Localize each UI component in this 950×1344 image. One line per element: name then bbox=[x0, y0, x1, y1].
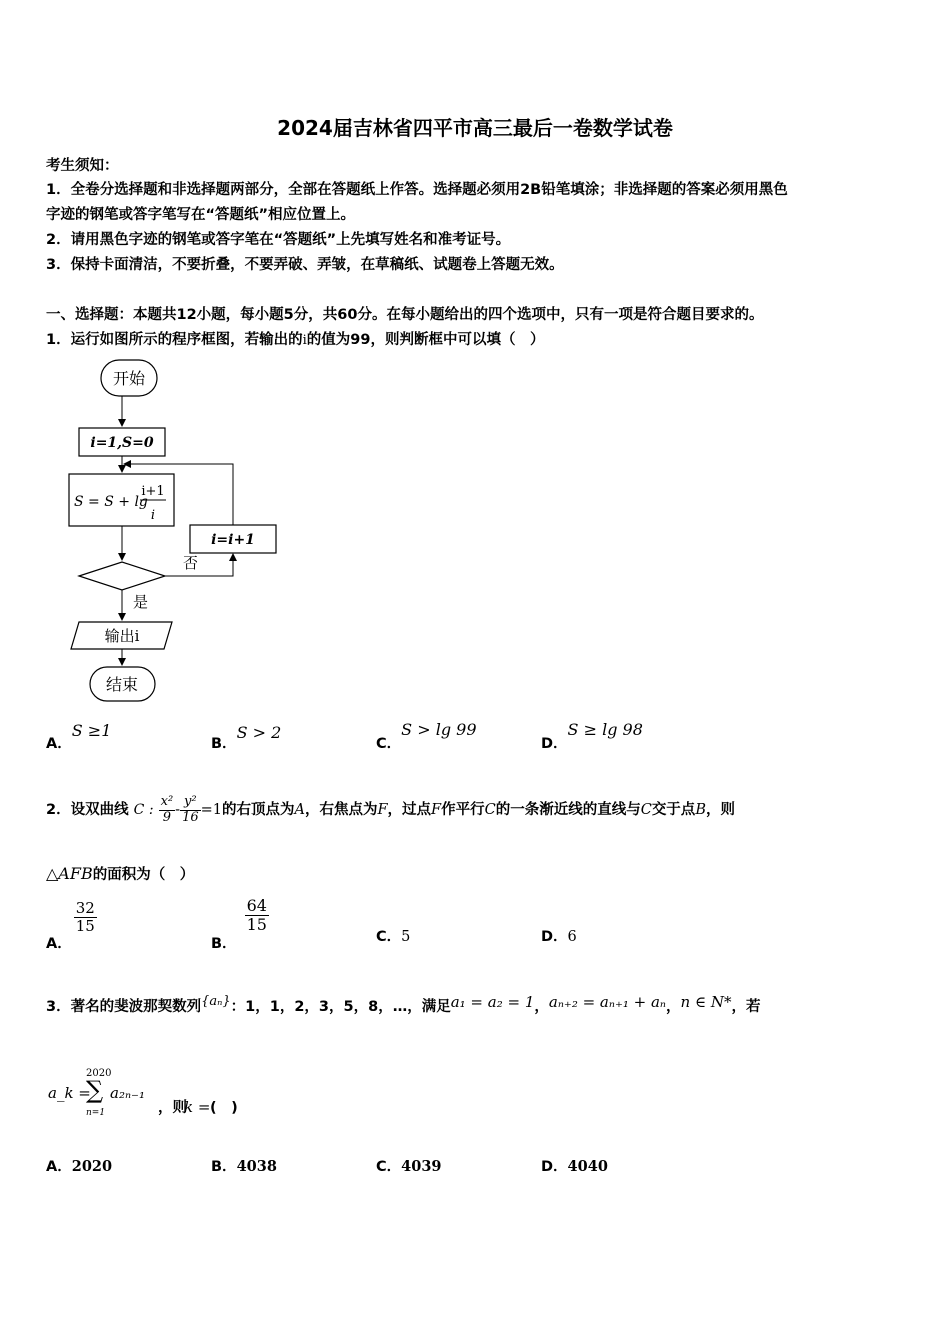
q3-t1: ：1，1，2，3，5，8，…，满足 bbox=[230, 999, 451, 1015]
q1-option-a[interactable] bbox=[46, 721, 112, 753]
q2-option-d-value: 6 bbox=[567, 929, 577, 945]
q1-prefix: 1．运行如图所示的程序框图，若输出的 bbox=[46, 332, 303, 348]
q3-option-c-value: 4039 bbox=[401, 1158, 442, 1175]
q3-option-c-label: C． bbox=[376, 1159, 402, 1175]
q2-t7: ，则 bbox=[705, 802, 735, 818]
q3-comma2: ， bbox=[666, 999, 681, 1015]
q2-x-den: 9 bbox=[162, 809, 172, 825]
q2-t4: 作平行 bbox=[441, 802, 485, 818]
q2-eq: =1 bbox=[200, 802, 222, 818]
q2-t1: 的右顶点为 bbox=[221, 802, 295, 818]
q3-option-b-value: 4038 bbox=[236, 1158, 277, 1175]
question-3-stem bbox=[46, 995, 760, 1016]
q2-option-d-label: D． bbox=[541, 929, 568, 945]
q2-c2: C bbox=[640, 802, 652, 818]
notice-line-1b: 字迹的钢笔或答字笔写在“答题纸”相应位置上。 bbox=[46, 207, 356, 223]
q2-option-b-label: B． bbox=[211, 935, 237, 952]
q3-t3: ，则 bbox=[158, 1100, 187, 1116]
q2-option-a[interactable] bbox=[46, 899, 97, 952]
q1-option-c-label: C． bbox=[376, 736, 402, 752]
q2-y-den: 16 bbox=[182, 809, 199, 825]
q3-k: k = bbox=[184, 1098, 211, 1116]
q3-t4: ( ) bbox=[210, 1100, 238, 1116]
notice-line-3: 3．保持卡面清洁，不要折叠，不要弄破、弄皱，在草稿纸、试题卷上答题无效。 bbox=[46, 257, 564, 273]
q2-t2: ，右焦点为 bbox=[304, 802, 378, 818]
q3-option-d-label: D． bbox=[541, 1159, 568, 1175]
q2-option-c-label: C． bbox=[376, 929, 402, 945]
q2-option-b-den: 15 bbox=[246, 915, 267, 935]
flow-decision-node bbox=[79, 562, 165, 590]
q1-option-c[interactable] bbox=[376, 720, 477, 753]
q2-t6: 交于点 bbox=[651, 802, 696, 818]
q2-prefix: 2．设双曲线 bbox=[46, 802, 129, 818]
q3-sum-term: a₂ₙ₋₁ bbox=[110, 1084, 145, 1102]
flow-start-label: 开始 bbox=[112, 369, 146, 388]
q2-minus: - bbox=[175, 802, 181, 818]
question-1-stem bbox=[46, 328, 544, 349]
q2-line2-text: 的面积为（ ） bbox=[92, 867, 195, 883]
section-heading: 一、选择题：本题共12小题，每小题5分，共60分。在每小题给出的四个选项中，只有一项是符合题目要求的。 bbox=[46, 307, 764, 323]
q2-x-num: x² bbox=[160, 793, 174, 809]
q2-y-num: y² bbox=[180, 795, 201, 811]
q1-suffix: 的值为99，则判断框中可以填（ ） bbox=[306, 332, 545, 348]
flow-init-label: i=1,S=0 bbox=[90, 435, 154, 451]
q3-option-d[interactable] bbox=[541, 1155, 608, 1176]
flowchart bbox=[60, 355, 290, 705]
q2-f2: F bbox=[431, 802, 442, 818]
q3-sum-top: 2020 bbox=[86, 1068, 112, 1079]
q2-a: A bbox=[294, 802, 305, 818]
q2-option-d[interactable] bbox=[541, 925, 577, 946]
q3-comma1: ， bbox=[534, 999, 549, 1015]
q2-t5: 的一条渐近线的直线与 bbox=[495, 802, 641, 818]
q3-option-a-value: 2020 bbox=[71, 1158, 113, 1175]
q2-t3: ，过点 bbox=[387, 802, 432, 818]
q3-option-d-value: 4040 bbox=[567, 1158, 608, 1175]
q1-option-d-math: S ≥ lg 98 bbox=[567, 720, 643, 739]
q3-option-a-label: A． bbox=[46, 1159, 72, 1175]
q2-option-b-num: 64 bbox=[246, 896, 267, 915]
flow-output-label: 输出i bbox=[104, 627, 140, 645]
q2-option-a-num: 32 bbox=[75, 899, 95, 917]
q2-b: B bbox=[695, 802, 706, 818]
flow-no-label: 否 bbox=[183, 554, 199, 572]
flow-end-label: 结束 bbox=[105, 675, 139, 694]
notice-heading: 考生须知： bbox=[46, 158, 119, 174]
flow-assign-left: S = S + lg bbox=[74, 494, 148, 510]
q3-option-a[interactable] bbox=[46, 1155, 112, 1176]
q1-option-b-math: S > 2 bbox=[236, 723, 282, 742]
q1-option-b-label: B． bbox=[211, 736, 237, 752]
flow-increment-label: i=i+1 bbox=[211, 532, 255, 548]
q3-sum-bottom: n=1 bbox=[86, 1108, 106, 1118]
q3-seq: {aₙ} bbox=[201, 994, 231, 1009]
q1-option-a-math: S ≥1 bbox=[71, 721, 112, 740]
q2-option-a-den: 15 bbox=[75, 917, 95, 936]
notice-line-2: 2．请用黑色字迹的钢笔或答字笔在“答题纸”上先填写姓名和准考证号。 bbox=[46, 232, 511, 248]
q1-option-d[interactable] bbox=[541, 720, 643, 753]
q3-option-c[interactable] bbox=[376, 1155, 442, 1176]
q2-option-c[interactable] bbox=[376, 925, 410, 946]
q3-option-b[interactable] bbox=[211, 1155, 277, 1176]
q2-f: F bbox=[377, 802, 388, 818]
q2-curve: C : bbox=[133, 802, 154, 818]
q3-sum-lhs: a_k = bbox=[48, 1084, 91, 1102]
q2-option-c-value: 5 bbox=[401, 929, 411, 945]
q1-option-d-label: D． bbox=[541, 736, 568, 752]
q3-cond1: a₁ = a₂ = 1 bbox=[450, 993, 535, 1011]
q1-option-c-math: S > lg 99 bbox=[401, 720, 477, 739]
q3-t2: ，若 bbox=[731, 999, 761, 1015]
q3-sum-symbol: ∑ bbox=[86, 1076, 104, 1104]
q1-option-b[interactable] bbox=[211, 723, 282, 753]
notice-line-1: 1．全卷分选择题和非选择题两部分，全部在答题纸上作答。选择题必须用2B铅笔填涂；非选择题的答案必须用黑色 bbox=[46, 182, 788, 198]
q3-cond2: aₙ₊₂ = aₙ₊₁ + aₙ bbox=[548, 993, 667, 1011]
question-2-stem bbox=[46, 780, 735, 840]
q3-prefix: 3．著名的斐波那契数列 bbox=[46, 999, 202, 1015]
q2-c: C bbox=[484, 802, 496, 818]
q1-var: i bbox=[302, 333, 307, 348]
q2-option-a-label: A． bbox=[46, 935, 72, 952]
page-title: 2024届吉林省四平市高三最后一卷数学试卷 bbox=[277, 116, 673, 140]
flow-assign-num: i+1 bbox=[141, 484, 165, 499]
q1-option-a-label: A． bbox=[46, 736, 72, 752]
flow-assign-den: i bbox=[150, 508, 156, 523]
q2-option-b[interactable] bbox=[211, 896, 269, 952]
q3-cond3: n ∈ N* bbox=[680, 993, 732, 1011]
flow-yes-label: 是 bbox=[133, 593, 149, 611]
q3-option-b-label: B． bbox=[211, 1159, 237, 1175]
q2-triangle: △AFB bbox=[46, 864, 93, 883]
question-2-line2 bbox=[46, 863, 194, 884]
